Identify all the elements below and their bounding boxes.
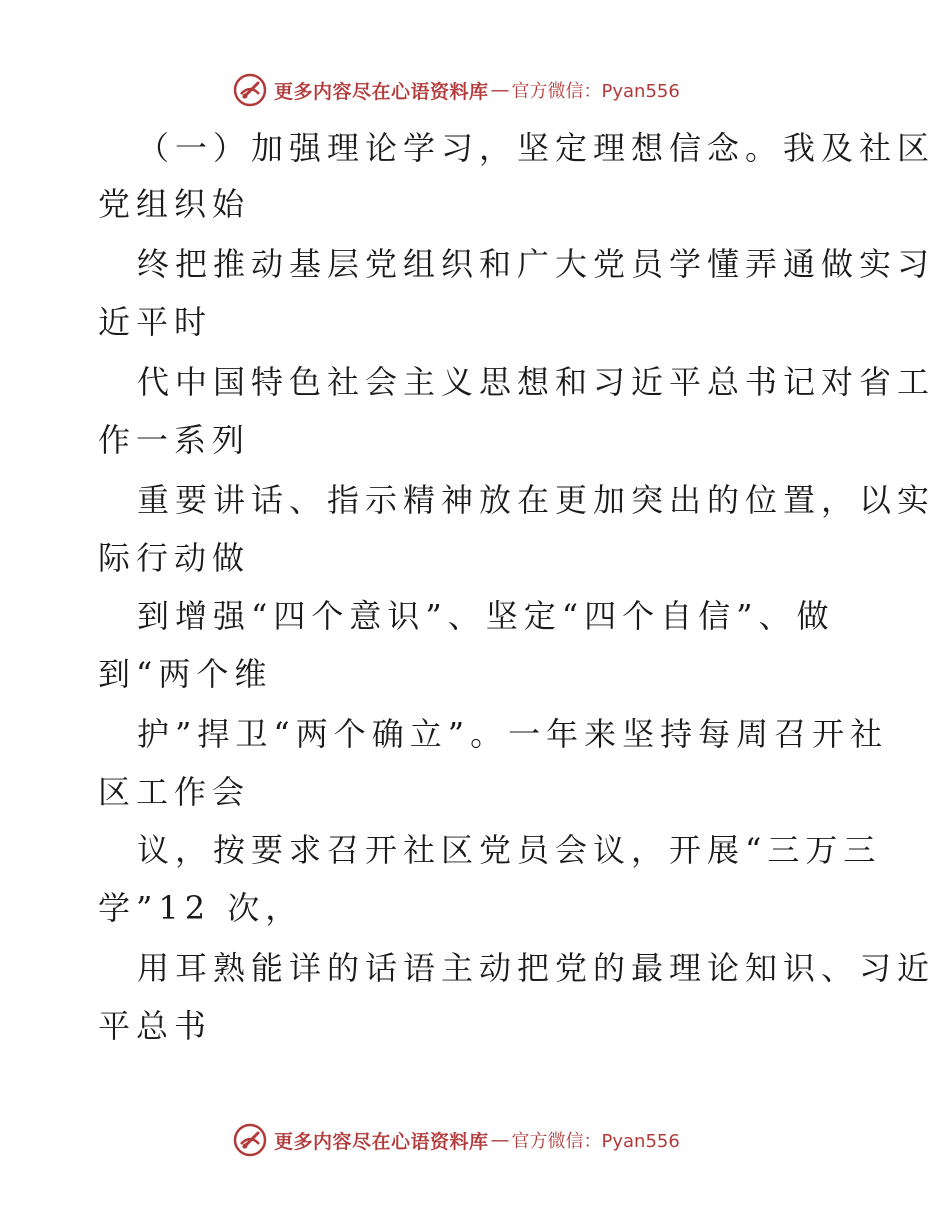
paragraph-line: 用耳熟能详的话语主动把党的最理论知识、习近 — [137, 949, 936, 987]
watermark-wechat: 官方微信：Pyan556 — [511, 81, 680, 102]
book-pen-logo-icon — [232, 72, 268, 108]
watermark-separator: — — [490, 79, 510, 101]
paragraph-line: 代中国特色社会主义思想和习近平总书记对省工 — [137, 363, 936, 401]
paragraph-line: 重要讲话、指示精神放在更加突出的位置，以实 — [137, 481, 936, 519]
watermark-wechat: 官方微信：Pyan556 — [511, 1131, 680, 1152]
paragraph-line: 议，按要求召开社区党员会议，开展“三万三 — [137, 831, 882, 869]
watermark-separator: — — [490, 1129, 510, 1151]
paragraph-line: （一）加强理论学习，坚定理想信念。我及社区 — [137, 129, 936, 167]
paragraph-line: 区工作会 — [98, 773, 251, 811]
paragraph-line: 党组织始 — [98, 185, 251, 223]
paragraph-line: 到“两个维 — [98, 655, 273, 693]
paragraph-line: 平总书 — [98, 1007, 213, 1045]
watermark-text: 更多内容尽在心语资料库 — [274, 80, 489, 103]
book-pen-logo-icon — [232, 1122, 268, 1158]
paragraph-line: 学”12 次， — [98, 889, 304, 927]
paragraph-line: 作一系列 — [98, 421, 251, 459]
watermark-text: 更多内容尽在心语资料库 — [274, 1130, 489, 1153]
paragraph-line: 护”捍卫“两个确立”。一年来坚持每周召开社 — [137, 715, 889, 753]
paragraph-line: 际行动做 — [98, 539, 251, 577]
paragraph-line: 近平时 — [98, 303, 213, 341]
watermark-footer — [232, 1120, 680, 1160]
paragraph-line: 终把推动基层党组织和广大党员学懂弄通做实习 — [137, 245, 936, 283]
watermark-header — [232, 70, 680, 110]
paragraph-line: 到增强“四个意识”、坚定“四个自信”、做 — [137, 597, 835, 635]
